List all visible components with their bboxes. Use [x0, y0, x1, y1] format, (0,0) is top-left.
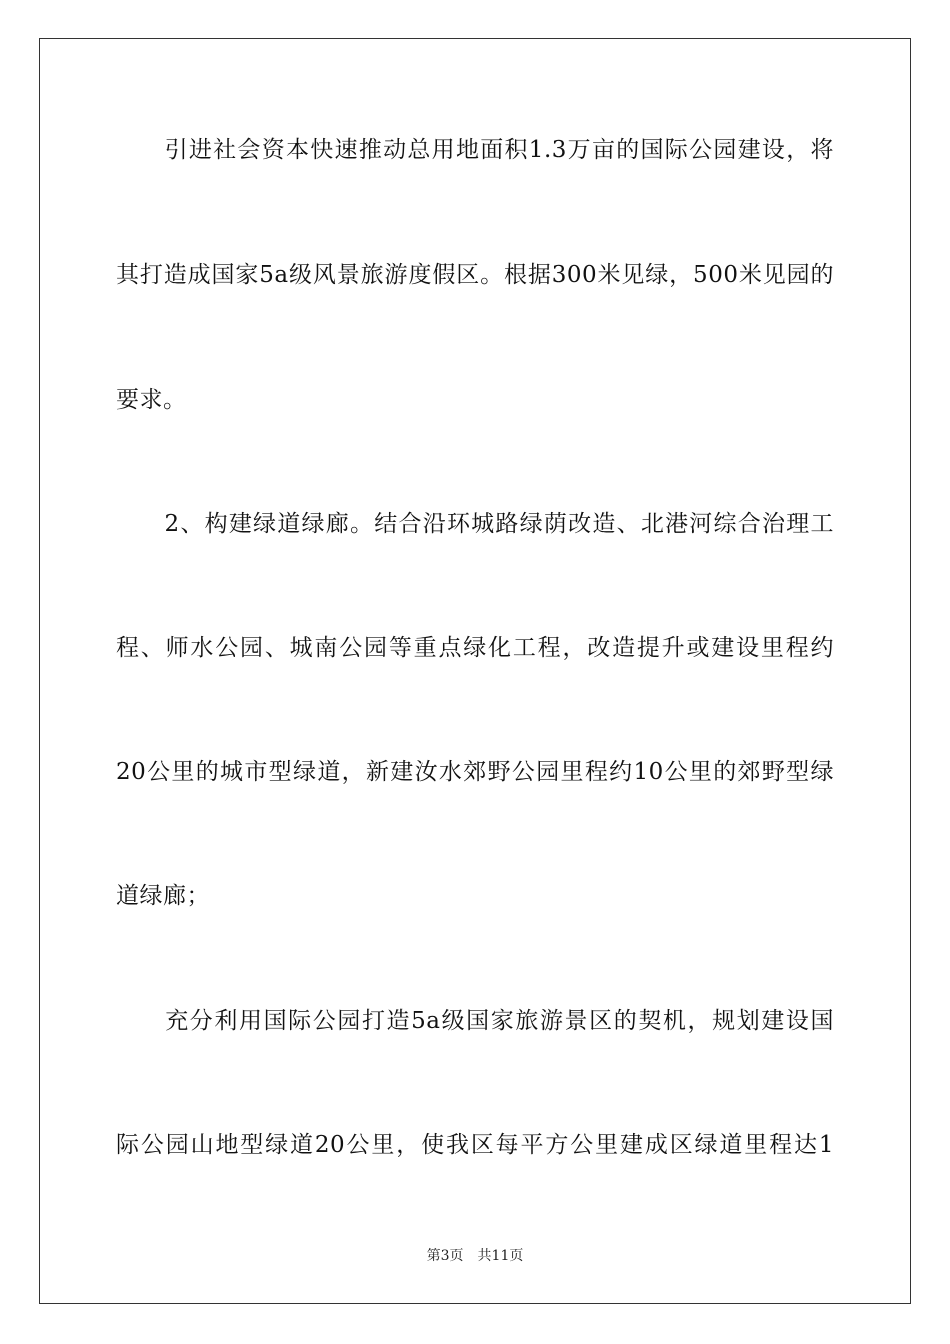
- paragraph-3-line-1: 充分利用国际公园打造5a级国家旅游景区的契机，规划建设国: [116, 1008, 834, 1034]
- page-border: [39, 38, 911, 1304]
- paragraph-2-line-3: 20公里的城市型绿道，新建汝水郊野公园里程约10公里的郊野型绿: [116, 759, 834, 785]
- page-number: 第3页: [426, 1248, 464, 1264]
- paragraph-2-line-1: 2、构建绿道绿廊。结合沿环城路绿荫改造、北港河综合治理工: [116, 511, 834, 537]
- paragraph-1-line-2: 其打造成国家5a级风景旅游度假区。根据300米见绿，500米见园的: [116, 262, 834, 288]
- paragraph-1-line-1: 引进社会资本快速推动总用地面积1.3万亩的国际公园建设，将: [116, 137, 834, 163]
- page-footer: [0, 1247, 950, 1265]
- paragraph-1-line-3: 要求。: [116, 387, 187, 413]
- paragraph-2-line-2: 程、师水公园、城南公园等重点绿化工程，改造提升或建设里程约: [116, 635, 834, 661]
- paragraph-3-line-2: 际公园山地型绿道20公里，使我区每平方公里建成区绿道里程达1: [116, 1132, 834, 1158]
- paragraph-2-line-4: 道绿廊；: [116, 883, 210, 909]
- page-total: 共11页: [477, 1248, 524, 1264]
